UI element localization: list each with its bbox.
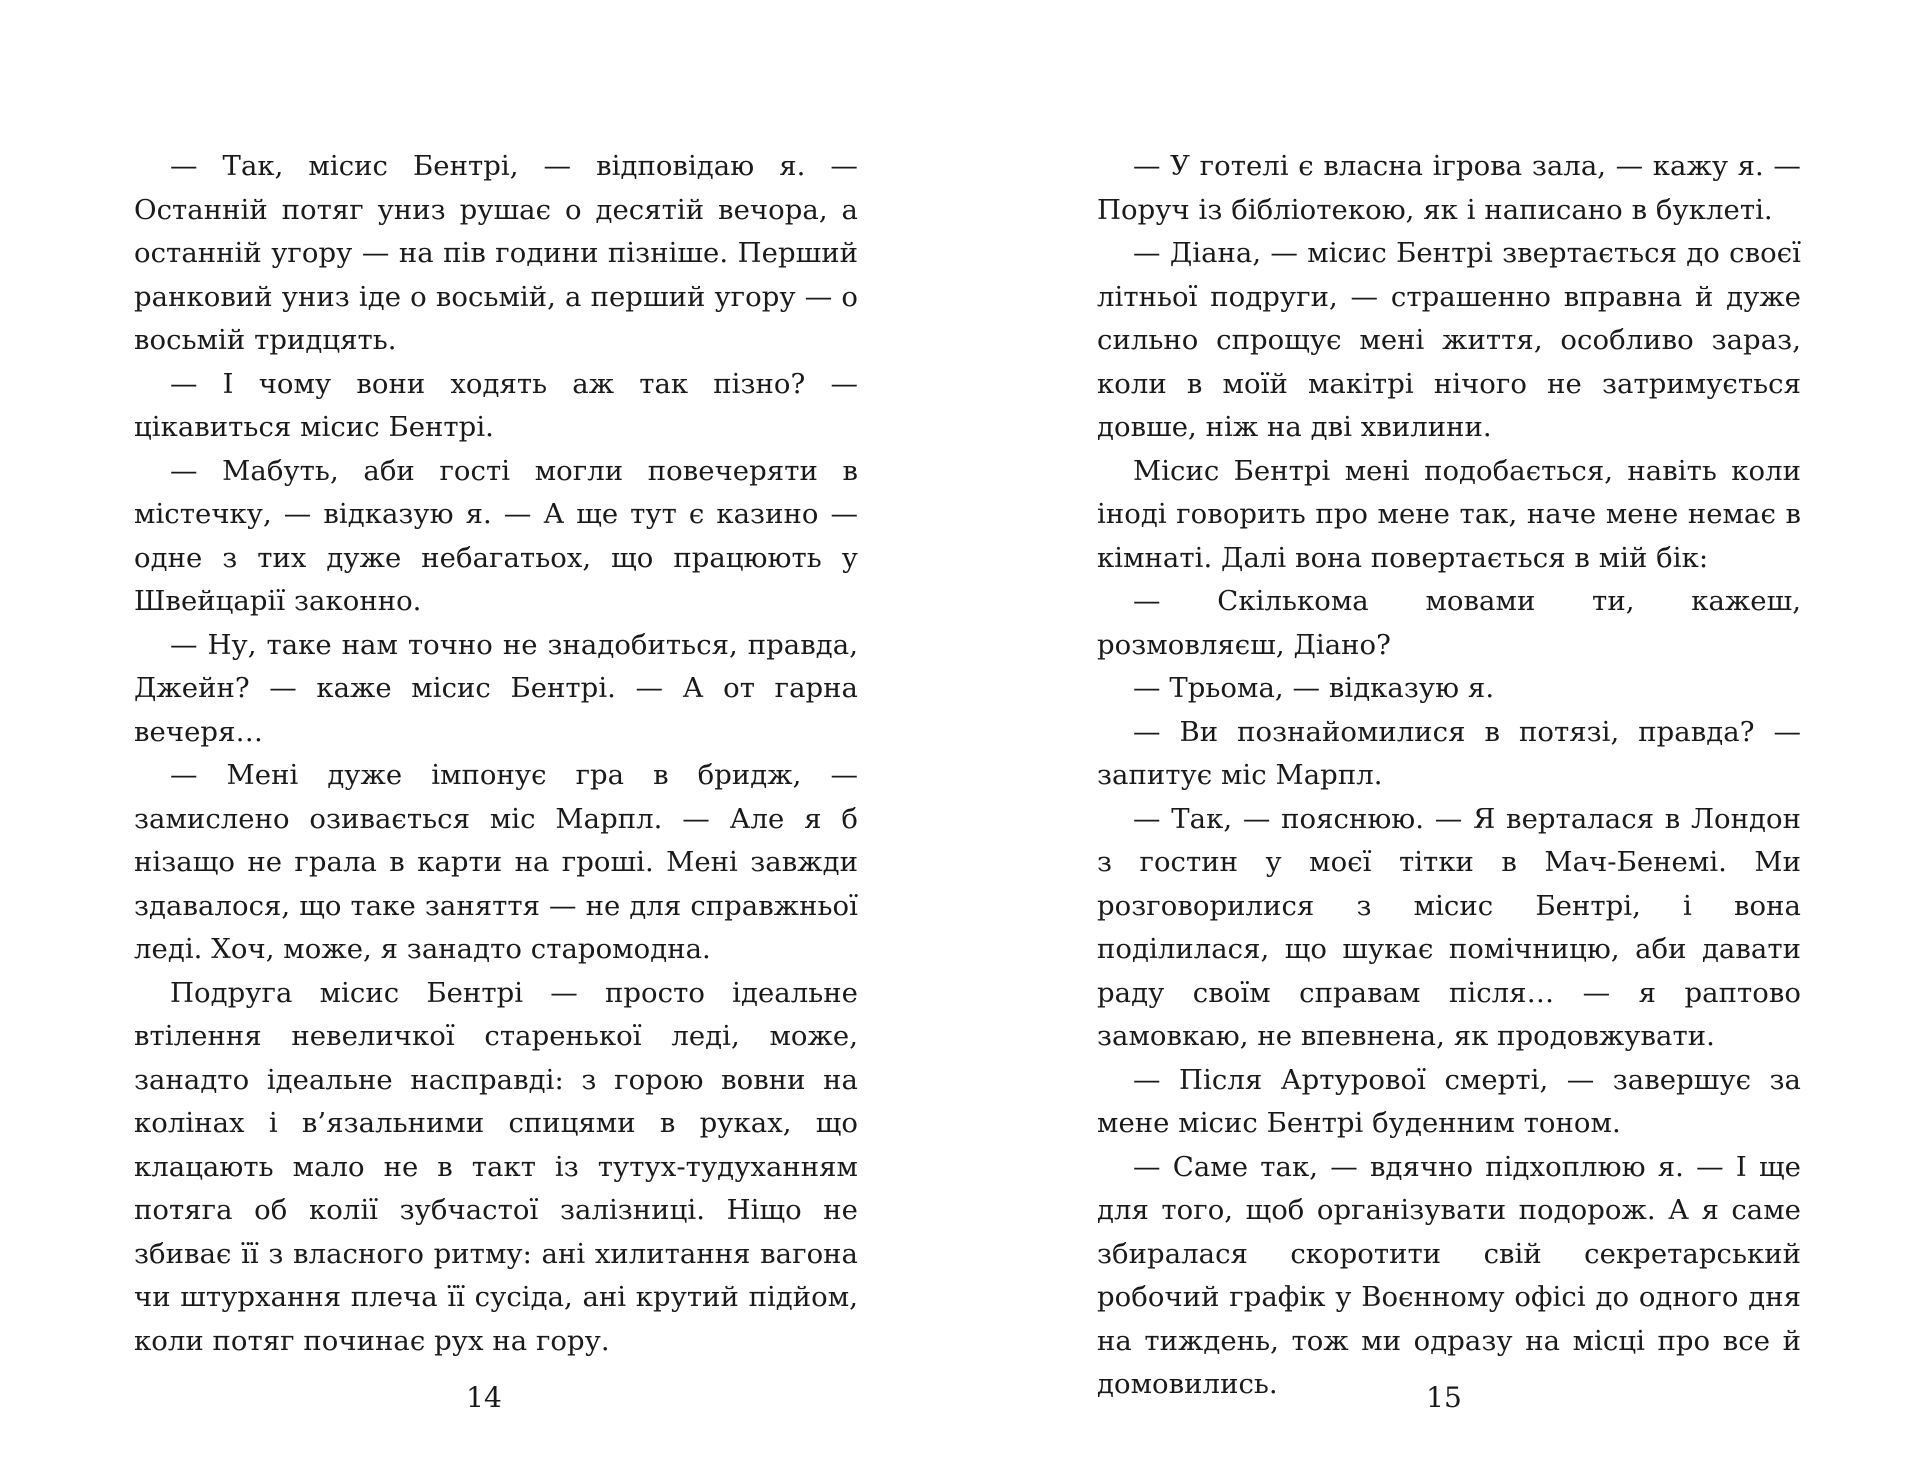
left-paragraph-1: — Так, місис Бентрі, — відповідаю я. — Останній потяг униз рушає о десятій вечора, а останній угору — на пів години пізніше. Перший ранковий униз іде о восьмій, а перший угору — о восьмій тридцять.: [134, 150, 858, 356]
right-page-number: 15: [1426, 1381, 1462, 1414]
right-paragraph-7: — Так, — пояснюю. — Я верталася в Лондон з гостин у моєї тітки в Мач-Бенемі. Ми розговорилися з місис Бентрі, і вона поділилася, що шукає помічницю, аби давати раду своїм справам після… — я раптово замовкаю, не впевнена, як продовжувати.: [1097, 802, 1801, 1052]
right-paragraph-4: — Скількома мовами ти, кажеш, розмовляєш, Діано?: [1097, 585, 1801, 661]
right-paragraph-2: — Діана, — місис Бентрі звертається до своєї літньої подруги, — страшенно вправна й дуже сильно спрощує мені життя, особливо зараз, коли в моїй макітрі нічого не затримується довше, ніж на дві хвилини.: [1097, 237, 1801, 443]
right-paragraph-3: Місис Бентрі мені подобається, навіть коли іноді говорить про мене так, наче мене немає в кімнаті. Далі вона повертається в мій бік:: [1097, 454, 1801, 574]
left-page-number: 14: [466, 1381, 502, 1414]
left-paragraph-4: — Ну, таке нам точно не знадобиться, правда, Джейн? — каже місис Бентрі. — А от гарна вечеря…: [134, 628, 858, 748]
right-paragraph-8: — Після Артурової смерті, — завершує за мене місис Бентрі буденним тоном.: [1097, 1063, 1801, 1139]
left-paragraph-6: Подруга місис Бентрі — просто ідеальне втілення невеличкої старенької леді, може, занадто ідеальне насправді: з горою вовни на колінах і в’язальними спицями в руках, що клацають мало не в такт із тутух-тудуханням потяга об колії зубчастої залізниці. Ніщо не збиває її з власного ритму: ані хилитання вагона чи штурхання плеча її сусіда, ані крутий підйом, коли потяг починає рух на гору.: [134, 976, 858, 1357]
right-paragraph-9: — Саме так, — вдячно підхоплюю я. — І ще для того, щоб організувати подорож. А я саме збиралася скоротити свій секретарський робочий графік у Воєнному офісі до одного дня на тиждень, тож ми одразу на місці про все й домовились.: [1097, 1150, 1801, 1400]
left-paragraph-3: — Мабуть, аби гості могли повечеряти в містечку, — відказую я. — А ще тут є казино — одне з тих дуже небагатьох, що працюють у Швейцарії законно.: [134, 454, 858, 617]
left-page: [134, 145, 858, 1363]
right-page: [1097, 145, 1801, 1407]
right-paragraph-6: — Ви познайомилися в потязі, правда? — запитує міс Марпл.: [1097, 715, 1801, 791]
left-paragraph-5: — Мені дуже імпонує гра в бридж, — замислено озивається міс Марпл. — Але я б нізащо не грала в карти на гроші. Мені завжди здавалося, що таке заняття — не для справжньої леді. Хоч, може, я занадто старомодна.: [134, 759, 858, 965]
left-paragraph-2: — І чому вони ходять аж так пізно? — цікавиться місис Бентрі.: [134, 367, 858, 443]
right-paragraph-5: — Трьома, — відказую я.: [1133, 672, 1495, 704]
right-paragraph-1: — У готелі є власна ігрова зала, — кажу я. — Поруч із бібліотекою, як і написано в буклеті.: [1097, 150, 1801, 226]
